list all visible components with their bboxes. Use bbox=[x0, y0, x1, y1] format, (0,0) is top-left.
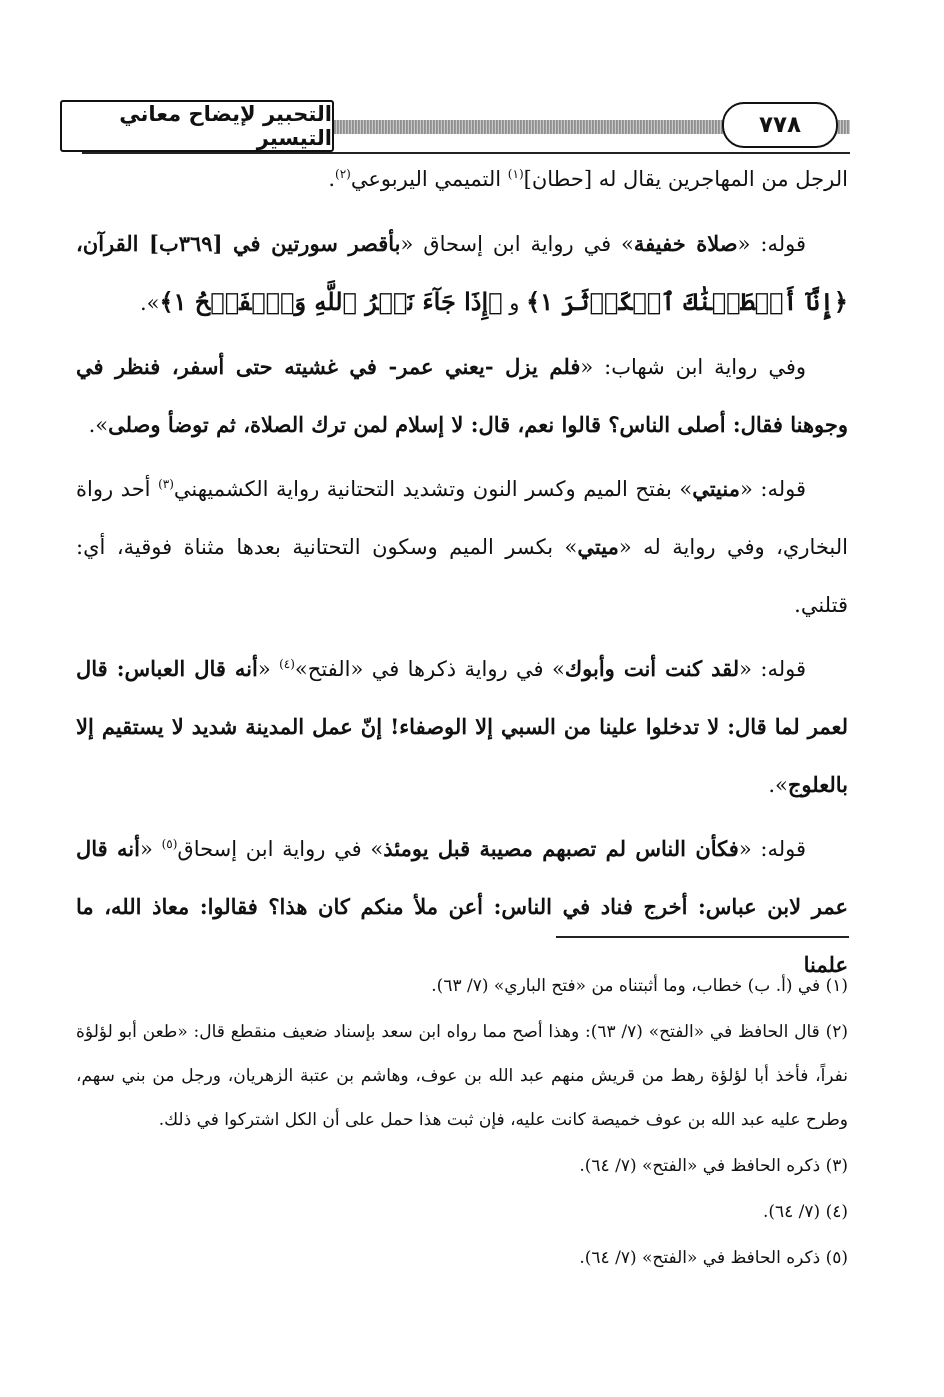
footnote-ref-3: (٣) bbox=[158, 477, 174, 491]
footnote-3: (٣) ذكره الحافظ في «الفتح» (٧/ ٦٤). bbox=[579, 1156, 848, 1176]
book-title-frame bbox=[60, 100, 334, 152]
footnote-ref-1: (١) bbox=[507, 167, 524, 181]
footnote-4: (٤) (٧/ ٦٤). bbox=[762, 1202, 848, 1222]
paragraph-4: قوله: «منيتي» بفتح الميم وكسر النون وتشديد التحتانية رواية الكشميهني$^{(٣)}$ أحد رواة البخاري، وفي رواية له «ميتي» بكسر الميم وسكون التحتانية بعدها مثناة فوقية، أي: قتلني. bbox=[76, 476, 848, 617]
footnotes bbox=[76, 964, 848, 1282]
footnote-ref-5: (٥) bbox=[161, 837, 178, 851]
paragraph-3: وفي رواية ابن شهاب: «فلم يزل -يعني عمر- في غشيته حتى أسفر، فنظر في وجوهنا فقال: أصلى الناس؟ قالوا نعم، قال: لا إسلام لمن ترك الصلاة، ثم توضأ وصلى». bbox=[76, 354, 848, 437]
footnote-ref-4: (٤) bbox=[279, 657, 295, 671]
main-text bbox=[76, 150, 848, 1000]
paragraph-5: قوله: «لقد كنت أنت وأبوك» في رواية ذكرها في «الفتح»$^{(٤)}$ «أنه قال العباس: قال لعمر لما قال: لا تدخلوا علينا من السبي إلا الوصفاء! إنّ عمل المدينة شديد لا يستقيم إلا بالعلوج». bbox=[76, 656, 848, 797]
paragraph-1: الرجل من المهاجرين يقال له [حطان]$^{(١)}$ التميمي اليربوعي$^{(٢)}$. bbox=[328, 167, 848, 191]
footnote-ref-2: (٢) bbox=[335, 167, 351, 181]
footnote-separator bbox=[556, 936, 849, 938]
paragraph-6: قوله: «فكأن الناس لم تصبهم مصيبة قبل يومئذ» في رواية ابن إسحاق$^{(٥)}$ «أنه قال عمر لابن عباس: أخرج فناد في الناس: أعن ملأ منكم كان هذا؟ فقالوا: معاذ الله، ما علمنا bbox=[76, 836, 848, 977]
page-number-frame bbox=[722, 102, 838, 148]
quran-verse-kawthar: ﴿إِنَّآ أَعۡطَيۡنَٰكَ ٱلۡكَوۡثَرَ ١﴾ bbox=[526, 287, 848, 316]
footnote-1: (١) في (أ. ب) خطاب، وما أثبتناه من «فتح الباري» (٧/ ٦٣). bbox=[431, 976, 848, 996]
book-title: التحبير لإيضاح معاني التيسير bbox=[119, 102, 332, 150]
paragraph-2: قوله: «صلاة خفيفة» في رواية ابن إسحاق «بأقصر سورتين في [٣٦٩ب] القرآن، ﴿إِنَّآ أَعۡطَيۡنَٰكَ ٱلۡكَوۡثَرَ ١﴾ و ﴿إِذَا جَآءَ نَصۡرُ ٱللَّهِ وَٱلۡفَتۡحُ ١﴾». bbox=[76, 231, 848, 316]
page-number: ٧٧٨ bbox=[758, 112, 802, 138]
quran-verse-nasr: ﴿إِذَا جَآءَ نَصۡرُ ٱللَّهِ وَٱلۡفَتۡحُ ١﴾ bbox=[159, 287, 503, 316]
running-header bbox=[60, 96, 858, 154]
footnote-2: (٢) قال الحافظ في «الفتح» (٧/ ٦٣): وهذا أصح مما رواه ابن سعد بإسناد ضعيف منقطع قال: «طعن أبو لؤلؤة نفراً، فأخذ أبا لؤلؤة رهط من قريش منهم عبد الله بن عوف، وهاشم بن عتبة الزهريان، ورجل من بني سهم، وطرح عليه عبد الله بن عوف خميصة كانت عليه، فإن ثبت هذا حمل على أن الكل اشتركوا في ذلك. bbox=[76, 1022, 848, 1130]
footnote-5: (٥) ذكره الحافظ في «الفتح» (٧/ ٦٤). bbox=[579, 1248, 848, 1268]
